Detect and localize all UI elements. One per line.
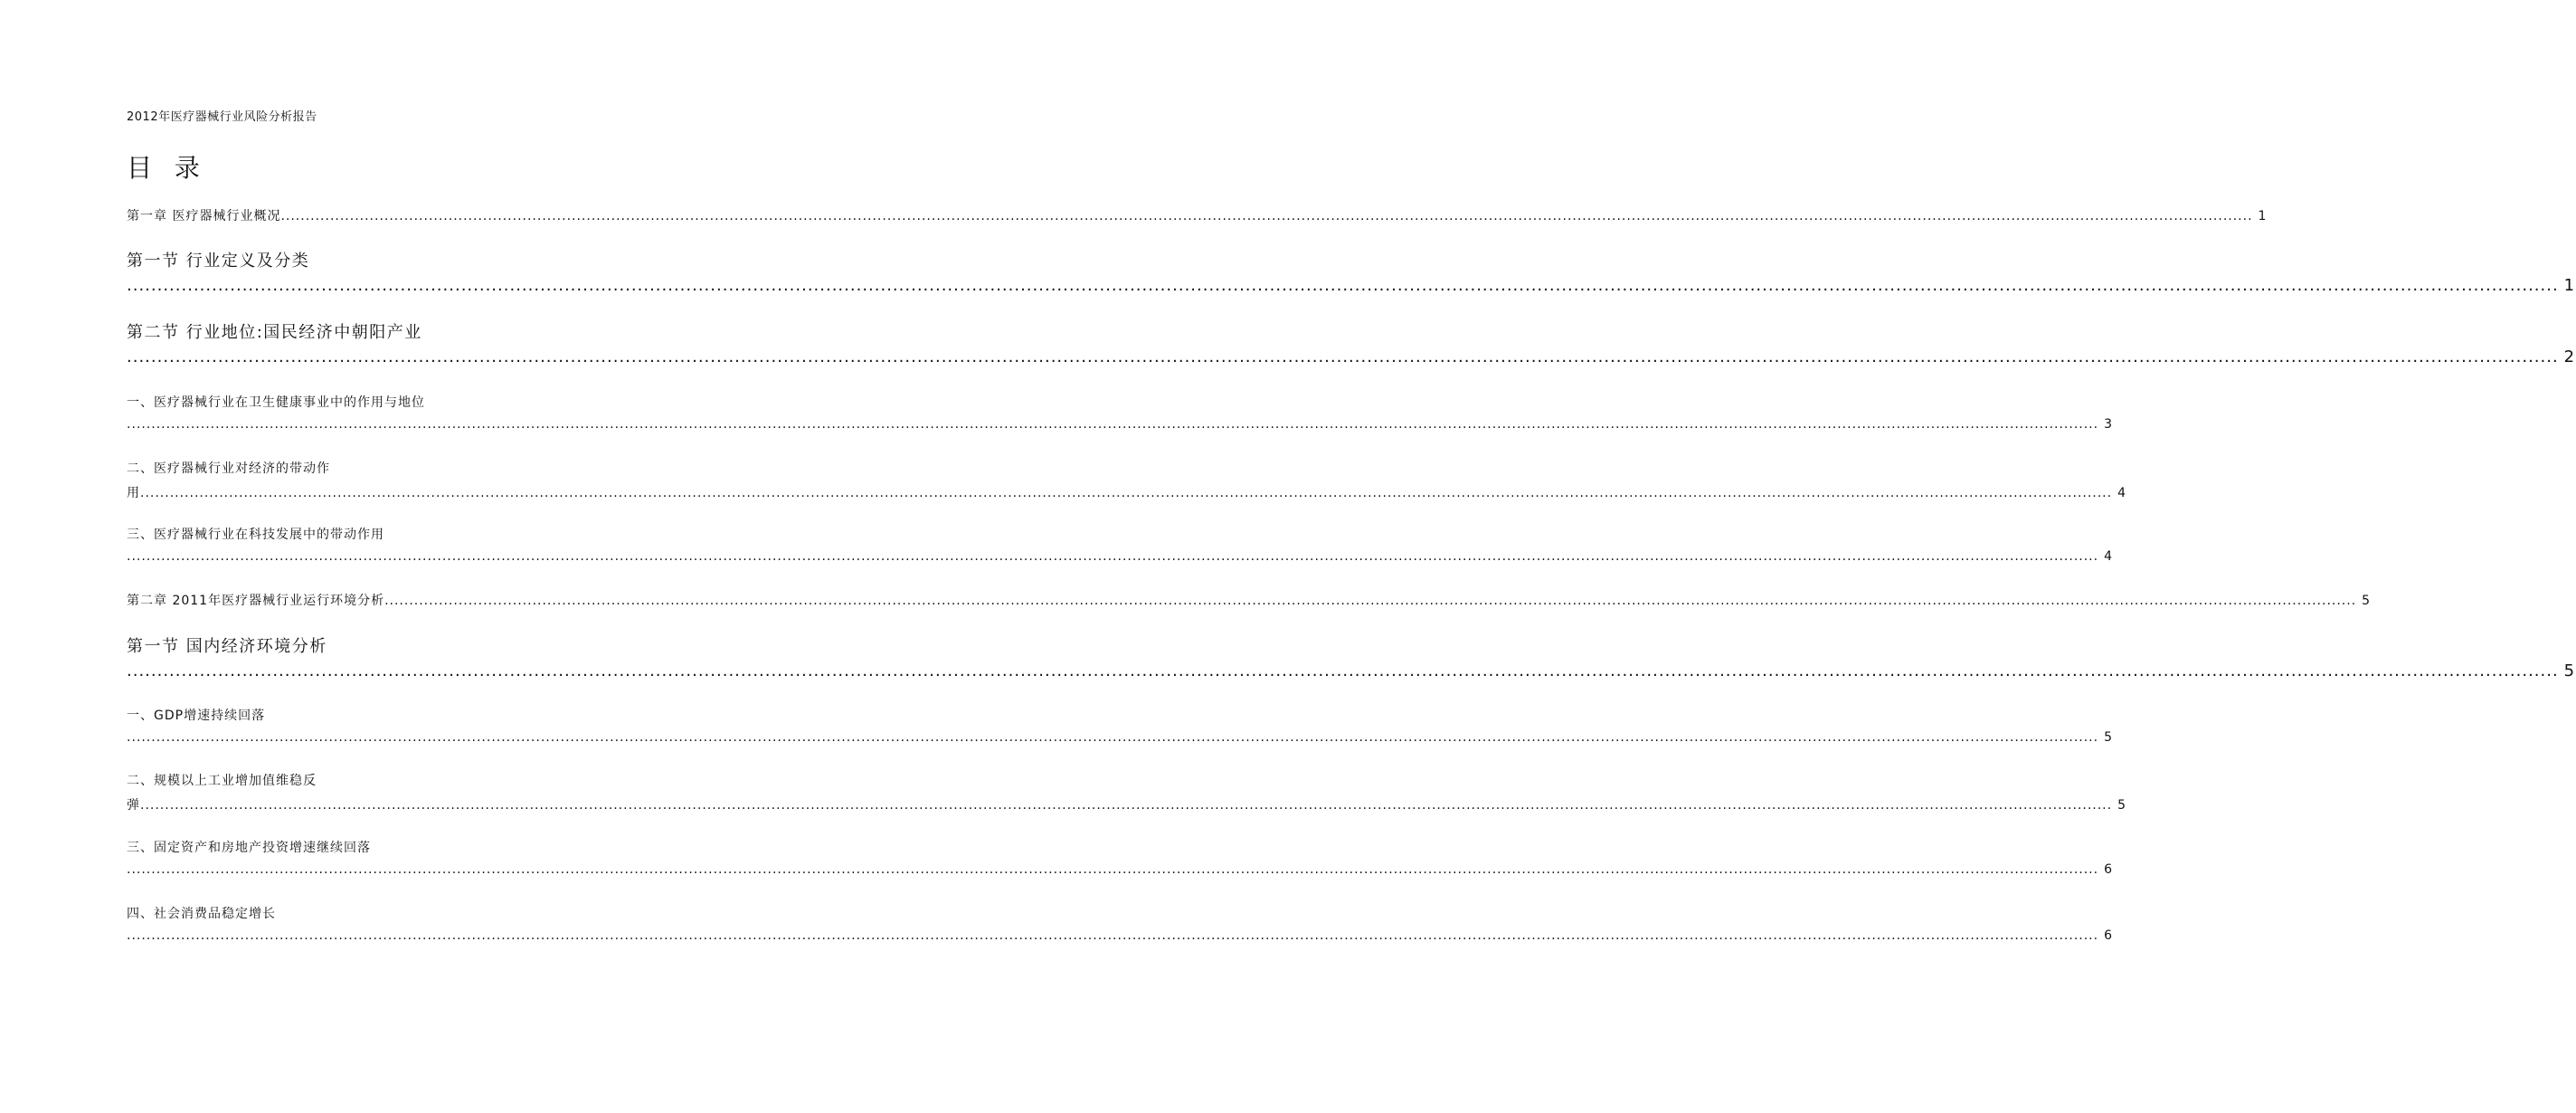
- toc-page-number: 4: [2117, 486, 2126, 500]
- toc-leader-dots: ................................................................................................................................................................................................................................................................................................................................................................................................................: [127, 276, 2559, 295]
- toc-page-number: 5: [2104, 730, 2113, 745]
- toc-entry-section-1-1[interactable]: 第一节 行业定义及分类: [127, 252, 310, 271]
- toc-leader-dots: ................................................................................................................................................................................................................................................................................................................................................................................................................: [127, 417, 2099, 432]
- toc-entry-chapter-2[interactable]: [127, 591, 2372, 609]
- toc-entry-item-7[interactable]: 四、社会消费品稳定增长: [127, 907, 276, 921]
- toc-page-number: 6: [2104, 862, 2113, 877]
- toc-entry-item-1[interactable]: 一、医疗器械行业在卫生健康事业中的作用与地位: [127, 395, 425, 410]
- toc-entry-item-7-leader[interactable]: [127, 928, 2113, 943]
- toc-entry-item-3[interactable]: 三、医疗器械行业在科技发展中的带动作用: [127, 528, 384, 542]
- toc-leader-dots: ................................................................................................................................................................................................................................................................................................................................................................................................................: [140, 486, 2113, 500]
- toc-entry-section-1-2-leader[interactable]: [127, 347, 2576, 366]
- toc-leader-dots: ................................................................................................................................................................................................................................................................................................................................................................................................................: [127, 347, 2559, 366]
- toc-entry-section-2-1-leader[interactable]: [127, 661, 2576, 680]
- toc-page-number: 5: [2362, 594, 2372, 608]
- toc-entry-item-5-leader[interactable]: [127, 795, 2126, 813]
- toc-page-number: 6: [2104, 928, 2113, 943]
- toc-entry-section-2-1[interactable]: 第一节 国内经济环境分析: [127, 637, 327, 656]
- toc-entry-section-1-2[interactable]: 第二节 行业地位:国民经济中朝阳产业: [127, 323, 422, 342]
- toc-page-number: 3: [2104, 417, 2113, 432]
- toc-entry-text: 第二章 2011年医疗器械行业运行环境分析: [127, 594, 385, 608]
- toc-entry-item-2-leader[interactable]: [127, 483, 2126, 501]
- toc-entry-item-3-leader[interactable]: [127, 549, 2113, 564]
- toc-entry-item-1-leader[interactable]: [127, 417, 2113, 432]
- toc-entry-text: 用: [127, 486, 140, 500]
- toc-entry-text: 弹: [127, 798, 140, 813]
- toc-entry-item-5[interactable]: 二、规模以上工业增加值维稳反: [127, 774, 317, 788]
- toc-page-number: 4: [2104, 549, 2113, 564]
- toc-entry-text: 第一章 医疗器械行业概况: [127, 209, 281, 224]
- toc-leader-dots: ................................................................................................................................................................................................................................................................................................................................................................................................................: [127, 661, 2559, 680]
- toc-leader-dots: ................................................................................................................................................................................................................................................................................................................................................................................................................: [127, 549, 2099, 564]
- toc-leader-dots: ................................................................................................................................................................................................................................................................................................................................................................................................................: [127, 862, 2099, 877]
- toc-entry-item-2[interactable]: 二、医疗器械行业对经济的带动作: [127, 461, 330, 476]
- toc-leader-dots: ................................................................................................................................................................................................................................................................................................................................................................................................................: [127, 730, 2099, 745]
- toc-page-number: 1: [2563, 276, 2576, 295]
- document-header: 2012年医疗器械行业风险分析报告: [127, 110, 317, 124]
- toc-entry-section-1-1-leader[interactable]: [127, 276, 2576, 295]
- toc-entry-item-4[interactable]: 一、GDP增速持续回落: [127, 709, 266, 723]
- toc-leader-dots: ................................................................................................................................................................................................................................................................................................................................................................................................................: [384, 594, 2357, 608]
- toc-page-number: 5: [2563, 661, 2576, 680]
- toc-leader-dots: ................................................................................................................................................................................................................................................................................................................................................................................................................: [127, 928, 2099, 943]
- toc-page-number: 2: [2563, 347, 2576, 366]
- toc-page-number: 5: [2117, 798, 2126, 813]
- toc-entry-item-6-leader[interactable]: [127, 862, 2113, 877]
- toc-leader-dots: ................................................................................................................................................................................................................................................................................................................................................................................................................: [280, 209, 2253, 224]
- toc-title: 目 录: [127, 153, 207, 183]
- toc-page-number: 1: [2258, 209, 2268, 224]
- toc-leader-dots: ................................................................................................................................................................................................................................................................................................................................................................................................................: [140, 798, 2113, 813]
- toc-entry-item-4-leader[interactable]: [127, 730, 2113, 745]
- toc-entry-item-6[interactable]: 三、固定资产和房地产投资增速继续回落: [127, 841, 371, 855]
- toc-entry-chapter-1[interactable]: [127, 206, 2268, 224]
